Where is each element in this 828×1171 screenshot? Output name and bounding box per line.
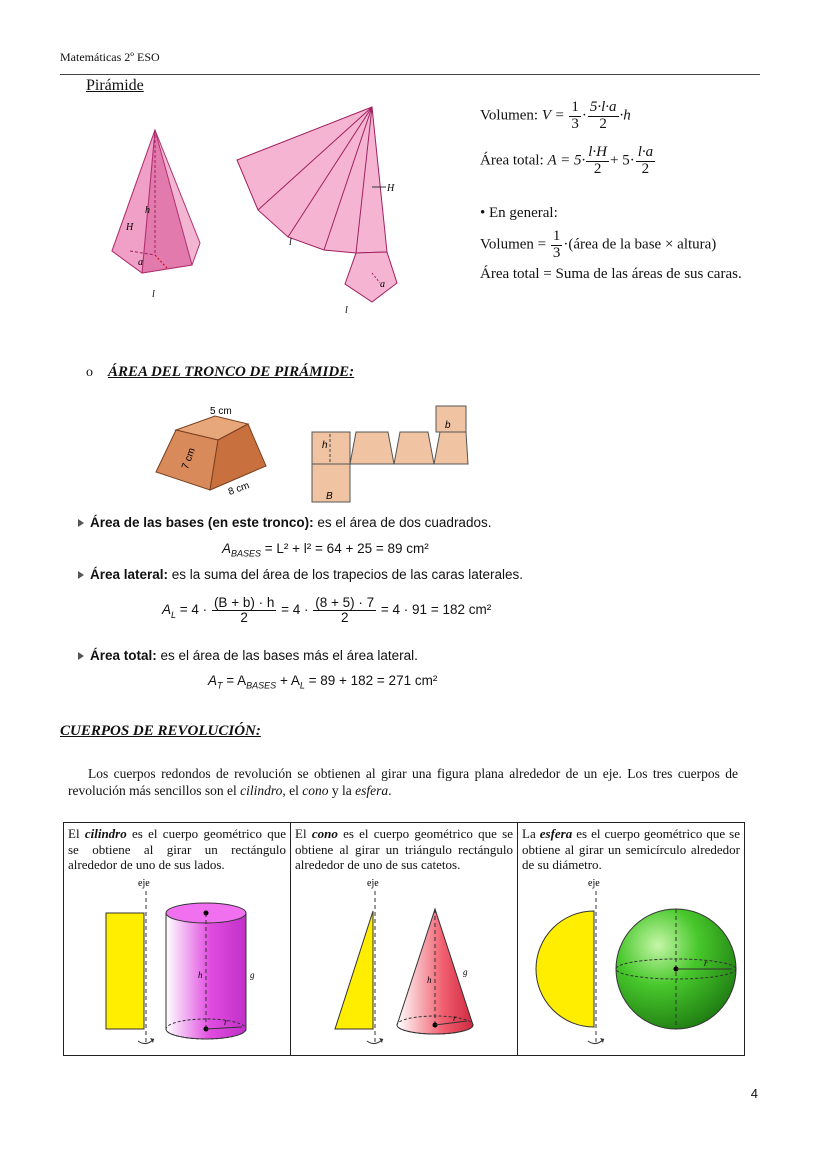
sphere-post: es el cuerpo geométrico que se obtiene al girar un semicírculo alrededor de su diámetro. (522, 826, 740, 872)
net-label-l2: l (345, 305, 348, 316)
pyramid-label-a: a (138, 257, 143, 268)
intro-cono: cono (302, 783, 329, 798)
sphere-label-r: r (704, 957, 708, 968)
lateral-formula (162, 596, 491, 625)
intro-esfera: esfera (355, 783, 389, 798)
intro-cilindro: cilindro (240, 783, 283, 798)
lateral-line (78, 567, 523, 582)
cone-cell (291, 823, 518, 1056)
vol-f2-den: 2 (599, 115, 607, 132)
net-label-h: h (322, 440, 328, 451)
general-vol-tail: ·(área de la base × altura) (563, 236, 717, 253)
cone-label-r: r (453, 1012, 457, 1023)
lat-f2-den: 2 (340, 610, 349, 626)
lat-frac-2 (313, 596, 376, 625)
net-label-B: B (326, 491, 333, 502)
bases-line (78, 515, 491, 530)
total-formula (208, 673, 437, 691)
vol-tail: ·h (619, 107, 631, 124)
pyramid-net-figure (232, 105, 412, 320)
pyramid-label-l: l (152, 289, 155, 300)
general-vol-den: 3 (552, 244, 561, 261)
area-frac-2 (636, 145, 655, 178)
cyl-pre: El (68, 826, 85, 841)
area-f1-num: l·H (588, 144, 607, 160)
triangle-bullet-icon (78, 652, 84, 660)
lat-A: A (162, 602, 172, 618)
lat-eq3: = 4 · 91 = 182 cm² (377, 602, 492, 618)
cone-label-g: g (463, 966, 468, 977)
area-mid: + 5· (610, 152, 635, 169)
cone-post: es el cuerpo geométrico que se obtiene al girar un triángulo rectángulo alrededor de uno de sus catetos. (295, 826, 513, 872)
area-frac-1 (586, 145, 609, 178)
total-sub: T (217, 680, 223, 691)
general-title: En general: (489, 205, 558, 221)
lat-f2-num: (8 + 5) · 7 (315, 595, 375, 610)
net-label-b: b (445, 420, 451, 431)
cone-axis-label: eje (367, 877, 379, 889)
pyramid-area-formula (480, 145, 656, 178)
triangle-bullet-icon (78, 519, 84, 527)
lat-f1-den: 2 (240, 610, 248, 626)
intro-4: . (388, 783, 392, 798)
vol-f2-num: 5·l·a (589, 99, 617, 115)
lateral-text: es la suma del área de los trapecios de las caras laterales. (168, 567, 523, 582)
revolution-intro (68, 765, 738, 799)
general-volume (480, 229, 755, 262)
cone-name: cono (311, 826, 338, 841)
total-sub2: BASES (246, 680, 277, 691)
trunk-label-side: 7 cm (180, 446, 198, 471)
pyramid-figure (100, 125, 210, 305)
net-label-a: a (380, 279, 385, 290)
sphere-cell (518, 823, 745, 1056)
sphere-axis-label: eje (588, 877, 600, 889)
total-sub3: L (299, 680, 305, 691)
trunk-label-top: 5 cm (210, 406, 232, 417)
sphere-pre: La (522, 826, 540, 841)
vol-f1-den: 3 (571, 115, 579, 132)
volume-frac-1 (569, 100, 581, 133)
total-eq1: = A (222, 673, 247, 688)
area-f2-num: l·a (637, 144, 654, 160)
volume-lhs: V = (541, 107, 565, 124)
general-vol-frac (551, 229, 563, 262)
bases-A: A (222, 541, 232, 556)
revolution-title: CUERPOS DE REVOLUCIÓN: (60, 723, 261, 739)
trunk-figure (150, 400, 275, 500)
total-eq3: = 89 + 182 = 271 cm² (304, 673, 438, 688)
volume-label: Volumen: (480, 107, 539, 124)
cyl-axis-label: eje (138, 877, 150, 889)
intro-3: y la (328, 783, 356, 798)
trunk-title: ÁREA DEL TRONCO DE PIRÁMIDE: (108, 364, 355, 380)
volume-frac-2 (588, 100, 619, 133)
bases-rest: = L² + l² = 64 + 25 = 89 cm² (261, 541, 429, 556)
cyl-label-g: g (250, 969, 255, 980)
total-text: es el área de las bases más el área lateral. (156, 648, 418, 663)
total-lead: Área total: (90, 648, 157, 663)
cone-label-h: h (427, 974, 432, 985)
cyl-post: es el cuerpo geométrico que se obtiene al girar un rectángulo alrededor de uno de sus lados. (68, 826, 286, 872)
revolution-table (63, 822, 745, 1056)
area-label: Área total: (480, 152, 544, 169)
lateral-lead: Área lateral: (90, 567, 169, 582)
sphere-name: esfera (539, 826, 573, 841)
header-rule (60, 74, 760, 75)
pyramid-volume-formula: Volumen: V = $\frac{1}{3}$ · $\frac{5\cdot l\cdot a}{2}$ ·h (480, 99, 631, 132)
pyramid-title: Pirámide (86, 77, 144, 94)
cylinder-figure (68, 875, 286, 1047)
general-vol-label: Volumen = (480, 236, 547, 253)
trunk-bullet: o (86, 365, 93, 380)
area-f2-den: 2 (641, 160, 650, 177)
pyramid-label-h: h (145, 205, 150, 216)
cone-pre: El (295, 826, 312, 841)
cone-figure (295, 875, 513, 1047)
triangle-bullet-icon (78, 571, 84, 579)
bases-text: es el área de dos cuadrados. (313, 515, 492, 530)
bases-lead: Área de las bases (en este tronco): (90, 515, 314, 530)
bases-formula (222, 541, 429, 559)
bases-sub: BASES (231, 548, 262, 559)
pyramid-general (480, 203, 755, 284)
general-area: Área total = Suma de las áreas de sus caras. (480, 265, 742, 282)
area-lhs: A = 5· (547, 152, 586, 169)
intro-2: , el (282, 783, 303, 798)
lat-frac-1 (212, 596, 276, 625)
pyramid-label-H: H (126, 222, 134, 233)
intro-1: Los cuerpos redondos de revolución se obtienen al girar una figura plana alrededor de un eje. Los tres cuerpos de revolución más sencillos son el (68, 766, 738, 798)
cyl-label-h: h (198, 969, 203, 980)
general-title-row: • En general: (480, 205, 558, 221)
cyl-name: cilindro (84, 826, 127, 841)
lat-sub: L (171, 609, 177, 620)
lat-eq2: = 4 · (277, 602, 309, 618)
trunk-net-figure (308, 402, 473, 507)
total-line (78, 648, 418, 663)
vol-f1-num: 1 (571, 99, 579, 115)
general-vol-num: 1 (552, 228, 561, 244)
area-f1-den: 2 (593, 160, 602, 177)
net-label-H: H (387, 183, 395, 194)
cylinder-cell (64, 823, 291, 1056)
trunk-label-base: 8 cm (226, 480, 252, 498)
sphere-figure (522, 875, 740, 1047)
total-A: A (208, 673, 218, 688)
header-subject: Matemáticas 2º ESO (60, 50, 160, 64)
net-label-l: l (289, 237, 292, 248)
cyl-label-r: r (224, 1016, 228, 1027)
lat-eq1: = 4 · (176, 602, 208, 618)
total-eq2: + A (276, 673, 300, 688)
lat-f1-num: (B + b) · h (213, 595, 275, 610)
page-number: 4 (750, 1086, 758, 1101)
